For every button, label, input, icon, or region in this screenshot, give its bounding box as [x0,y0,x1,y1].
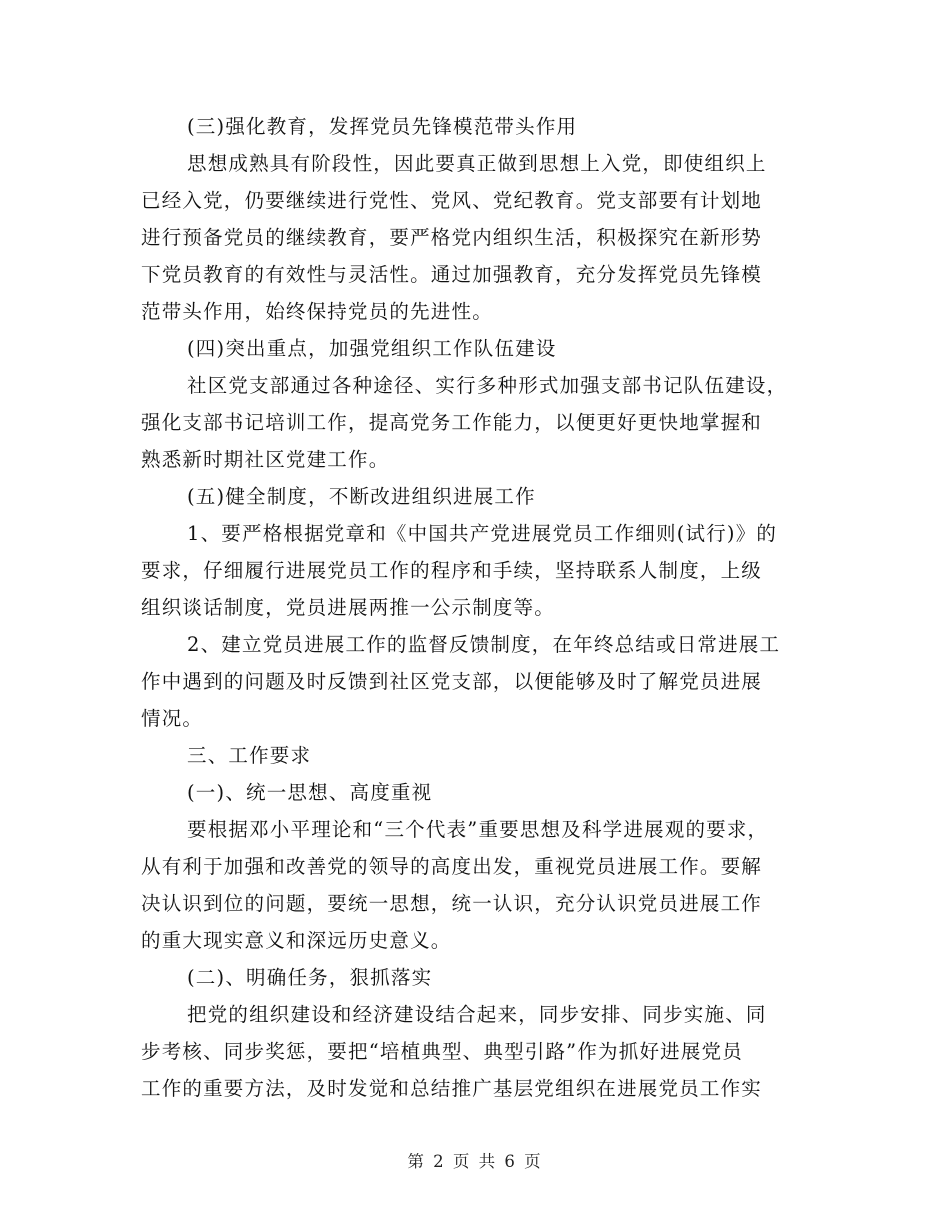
page-number-footer: 第 2 页 共 6 页 [407,1152,543,1171]
text-line: 熟悉新时期社区党建工作。 [141,448,390,471]
text-line: 要求，仔细履行进展党员工作的程序和手续，坚持联系人制度，上级 [141,559,763,582]
text-line: 已经入党，仍要继续进行党性、党风、党纪教育。党支部要有计划地 [141,189,763,212]
text-line: (五)健全制度，不断改进组织进展工作 [187,485,536,508]
text-line: 要根据邓小平理论和“三个代表”重要思想及科学进展观的要求， [187,818,769,841]
text-line: 范带头作用，始终保持党员的先进性。 [141,300,493,323]
text-line: 三、工作要求 [187,744,312,767]
text-line: 组织谈话制度，党员进展两推一公示制度等。 [141,596,556,619]
text-line: 从有利于加强和改善党的领导的高度出发，重视党员进展工作。要解 [141,855,763,878]
text-line: 的重大现实意义和深远历史意义。 [141,929,452,952]
text-line: 工作的重要方法，及时发觉和总结推广基层党组织在进展党员工作实 [141,1077,763,1100]
text-line: (一)、统一思想、高度重视 [187,781,433,804]
text-line: (二)、明确任务，狠抓落实 [187,966,433,989]
text-line: 2、建立党员进展工作的监督反馈制度，在年终总结或日常进展工 [187,633,781,656]
text-line: 把党的组织建设和经济建设结合起来，同步安排、同步实施、同 [187,1003,767,1026]
text-line: (三)强化教育，发挥党员先锋模范带头作用 [187,115,578,138]
text-line: 作中遇到的问题及时反馈到社区党支部，以便能够及时了解党员进展 [141,670,763,693]
text-line: 步考核、同步奖惩，要把“培植典型、典型引路”作为抓好进展党员 [141,1040,743,1063]
text-line: 强化支部书记培训工作，提高党务工作能力，以便更好更快地掌握和 [141,411,763,434]
text-line: 下党员教育的有效性与灵活性。通过加强教育，充分发挥党员先锋模 [141,263,763,286]
document-body [141,108,811,1107]
text-line: 社区党支部通过各种途径、实行多种形式加强支部书记队伍建设， [187,374,788,397]
text-line: 进行预备党员的继续教育，要严格党内组织生活，积极探究在新形势 [141,226,763,249]
text-line: (四)突出重点，加强党组织工作队伍建设 [187,337,557,360]
text-line: 决认识到位的问题，要统一思想，统一认识，充分认识党员进展工作 [141,892,763,915]
text-line: 1、要严格根据党章和《中国共产党进展党员工作细则(试行)》的 [187,522,778,545]
text-line: 情况。 [141,707,204,730]
text-line: 思想成熟具有阶段性，因此要真正做到思想上入党，即使组织上 [187,152,767,175]
